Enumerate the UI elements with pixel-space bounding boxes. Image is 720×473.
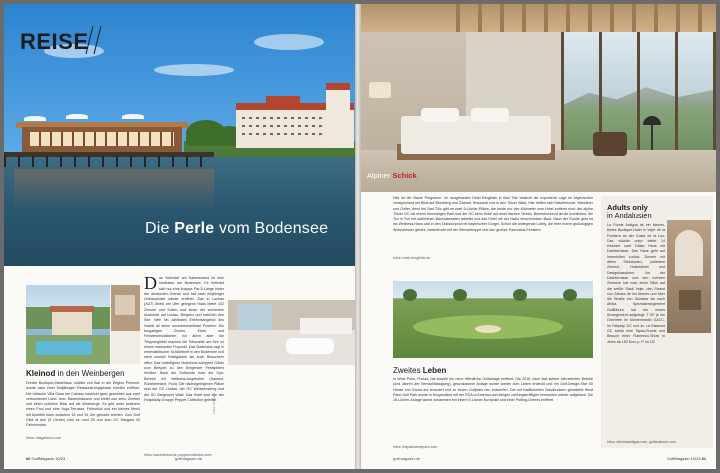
photo-bathroom <box>228 300 355 365</box>
bergblick-info: Infos: hotel-bergblick.de <box>393 256 431 260</box>
photo-credit: Fotos: Seehotel <box>212 392 216 414</box>
page-number: 60 <box>26 456 31 461</box>
bathtub <box>286 338 334 354</box>
kleinod-text: Dreizei Boutique-Gästehaus, südlich von Asti in der Region Piemont, wurde nach einer fünfjährigen Restaurierungsphase kürzlich eröffnet. Die hübsche Villa Giara bei Calosso bestrickt ganz geseeben aus zwei verbundenen Land- bzw. Bauernhäusern und bietet nun zehn Zimmer und einen schönen Blick auf die Weinberge. Es gibt unter anderem einen Pool und eine Yoga-Terrasse, Frühstück und ein kleines Menü mit Aperitifs kann zwischen 16 und 19 Uhr gebucht werden. Zum Golf Città di Asti (9 Löcher) sind es rund 25 und zum GC Margara 40 Fahrminuten. <box>26 381 140 428</box>
kleinod-info: Infos: relagassino.com <box>26 436 62 440</box>
zweites-text: In West Palm, Florida, hat sowohl ein neue öffentliche Golfanlage eröffnet. Die 2016, nach fast sieben Jahrzehnten Betrieb (und Jahren der Vernachlässigung), geschlossene Anlage wurde wieder zum Leben erweckt und ein Golf-Design-Star Gil Hanse von Grund auf renoviert und zu einem Golfplatz neu entworfen. Der mit traditionellen Sandbunkern gestaltete West Palm Golf Park wurde in Kooperation mit der PGA of America und einigen zahlungskräftigen Investoren wieder aufgebaut. Die 18-Löcher-Anlage wurde zusammen mit einem 9-Löcher-Kurzplatz und einer Putting-Greens eröffnet. <box>393 377 593 403</box>
window-frame <box>561 32 716 152</box>
page-number: 61 <box>701 456 707 461</box>
adults-text: La Fonda Antigua ist ein kleines, feines Boutique-Hotel in Vejer de la Frontera an der Costa de la Luz. Das »Adults only« bietet 14 einzelne zwei Gäste Haus mit Dachterrasse. Das Haus geht auf Innenhöfen zurück. Zimmer mit altem Steinboden, poliertem Zement, Holzmöbeln und Designklassikern. Vor der Dachterrasse und den meisten Zimmern hat man einen Blick auf die weiße Stadt Vejer, den Strand von Zahara de los Atunes und über die Straße von Gibraltar bis nach Afrika. Spezialarrangement Golfführen hat ein neues Arrangement aufgelegt: 7 GF je ein Greenfee im Montenmedio G&CC, im Fairplay GC und im La Estancia GC sowie eine Tapas-Runde und Besuch einer Flamenco-Show in Jerez ab 153 Euro p. P. im DZ. <box>607 223 665 344</box>
adults-title-bold: Adults only <box>607 203 648 212</box>
pool <box>36 341 92 355</box>
zweites-info: Infos: thepalmwestpalm.com <box>393 445 438 449</box>
armchair <box>593 132 627 156</box>
dropcap: D <box>144 273 157 293</box>
hero-caption-prefix: Alpiner <box>367 171 393 180</box>
seehotel-info: Infos: kaiserstrand.at, peppercollection.com <box>144 453 212 457</box>
cloud <box>154 64 234 76</box>
arch <box>675 230 703 276</box>
page-folio <box>26 456 65 461</box>
villa-roof <box>50 306 94 312</box>
zweites-title-bold: Leben <box>422 366 447 375</box>
left-page <box>4 4 359 469</box>
seehotel-text: as Seehotel am Kaiserstrand ist eine Institution am Bodensee. Es befindet sich nur eine knappe Par-5-Länge hinter der deutschen Grenze und hat nach einjähriger Umbauphase wieder eröffnet. Das in Lochau (AUT) direkt am Ufer gelegene Haus bietet 102 Zimmer und Suiten und einen der schönsten Ausblicke auf Lindau, Bregenz und natürlich den See. Weil hin zählbares Erlebnisangebot des Hotels ist seine unverwechselbare Position. Die burgartigen Zinnen, Erker und Fenstersimulationen vor allem aber die Treppengiebel machen die Silhouette am See zu einem markanten Fixpunkt. Das Badehaus ragt in minimalistischer Schlichtheit in den Bodensee und steht sowohl Hotelgästen als auch Besuchern offen. Das hoteleigene Motorboot schippert Gäste zum Beispiel zu den Bregenzer Festspielen hinüber. Nach der Golfrunde lockt der Spa-Bereich mit Wellness-Angeboten (Saunen, Ruhebereiche, Pool). Die nächstgelegenen Plätze sind der GC Lindau, der GC Weissensberg und der GC Bregenzer Wald. Das Hotel wird von der Hospitality-Gruppe Pepper Collection geleitet. <box>144 276 224 402</box>
wall-lamp <box>369 82 391 98</box>
seehotel-article <box>144 273 224 403</box>
magazine-issue: GolfMagazin 10/23 <box>667 456 701 461</box>
zweites-title-prefix: Zweites <box>393 366 423 375</box>
headline <box>145 220 328 238</box>
window-row <box>242 133 322 135</box>
headline-suffix: vom Bodensee <box>214 220 329 237</box>
bed <box>300 318 352 334</box>
right-page <box>361 4 716 469</box>
parasol <box>66 114 88 119</box>
page-folio <box>667 456 706 461</box>
floor-lamp-stand <box>651 122 653 150</box>
adults-title <box>607 204 652 220</box>
pillow <box>471 108 509 122</box>
tree <box>513 289 527 301</box>
villa <box>52 311 92 335</box>
chair <box>679 290 701 310</box>
site-url: golfmagazin.de <box>175 456 203 461</box>
water-reflection <box>14 169 214 209</box>
pier-stilts <box>4 156 204 167</box>
parasol <box>24 116 46 121</box>
kleinod-title-rest: in den Weinbergen <box>55 369 125 378</box>
window <box>238 304 272 330</box>
photo-villa-pool <box>26 285 110 364</box>
hotel-gable <box>266 96 300 108</box>
adults-info: Infos: lafondaantigua.com, golfandmore.com <box>607 440 677 444</box>
hero-caption-bold: Schick <box>392 171 417 180</box>
photo-golf-course <box>393 281 593 358</box>
parasol <box>122 114 144 119</box>
bunker <box>475 325 501 333</box>
magazine-issue: GolfMagazin 10/23 <box>31 456 66 461</box>
bathhouse-windows <box>30 132 174 146</box>
adults-title-rest: in Andalusien <box>607 211 652 220</box>
bergblick-text: Hier ist der Name Programm. Im neugebauten Hotel Bergblick in Bad Tölz besticht die exponierte Lage im bayerischen Voralpenland mit Blick auf Blomberg und Zwiesel, Brauneck und in den Tölzer Wald. Hier treffen sich Naturfreunde, Wanderer und Golfer, denn bei Bad Tölz gibt es zwei 9-Löcher-Plätze, die beide nur vier Kilometer vom Hotel entfernt sind: der alpine Tölzer GC mit einem ehemaligen Park und der GC beim Hotel auf einer flachen Terrain. Beeindruckend ist die Architektur, die Ton in Ton mit natürlichen Baumaterialien arbeitet und das Hotel mit der Natur verschmelzen lässt. Nach der Runde geht es ins Wellness-Haus und in den Outdoorpool mit bayerischer Gurgel. Schön die anliegende Lobby, die eher einem großzügigen Wohnzimmer gleicht, beeindruckt mit der Wendeltreppe und den großen Panorama-Fenstern. <box>393 196 593 232</box>
tree <box>453 289 467 301</box>
photo-la-fonda <box>667 220 711 333</box>
hero-image-bergblick <box>361 4 716 192</box>
cloud <box>254 34 324 50</box>
bed <box>111 331 140 364</box>
hotel-tower <box>326 90 350 148</box>
pillow <box>421 108 459 122</box>
ceiling-beams <box>456 4 716 32</box>
window-row <box>242 117 322 119</box>
tree <box>563 289 577 301</box>
window-row <box>242 125 322 127</box>
hero-caption <box>367 171 417 180</box>
site-url: golfmagazin.de <box>393 456 421 461</box>
headline-bold: Perle <box>174 220 215 237</box>
wall-art <box>115 295 135 315</box>
slashes-decoration <box>84 24 104 56</box>
section-label: REISE <box>20 29 89 54</box>
zweites-title <box>393 366 446 375</box>
tree <box>403 289 417 301</box>
headline-prefix: Die <box>145 220 175 237</box>
kleinod-title <box>26 369 125 378</box>
kleinod-title-bold: Kleinod <box>26 369 56 378</box>
photo-villa-room <box>111 285 140 364</box>
